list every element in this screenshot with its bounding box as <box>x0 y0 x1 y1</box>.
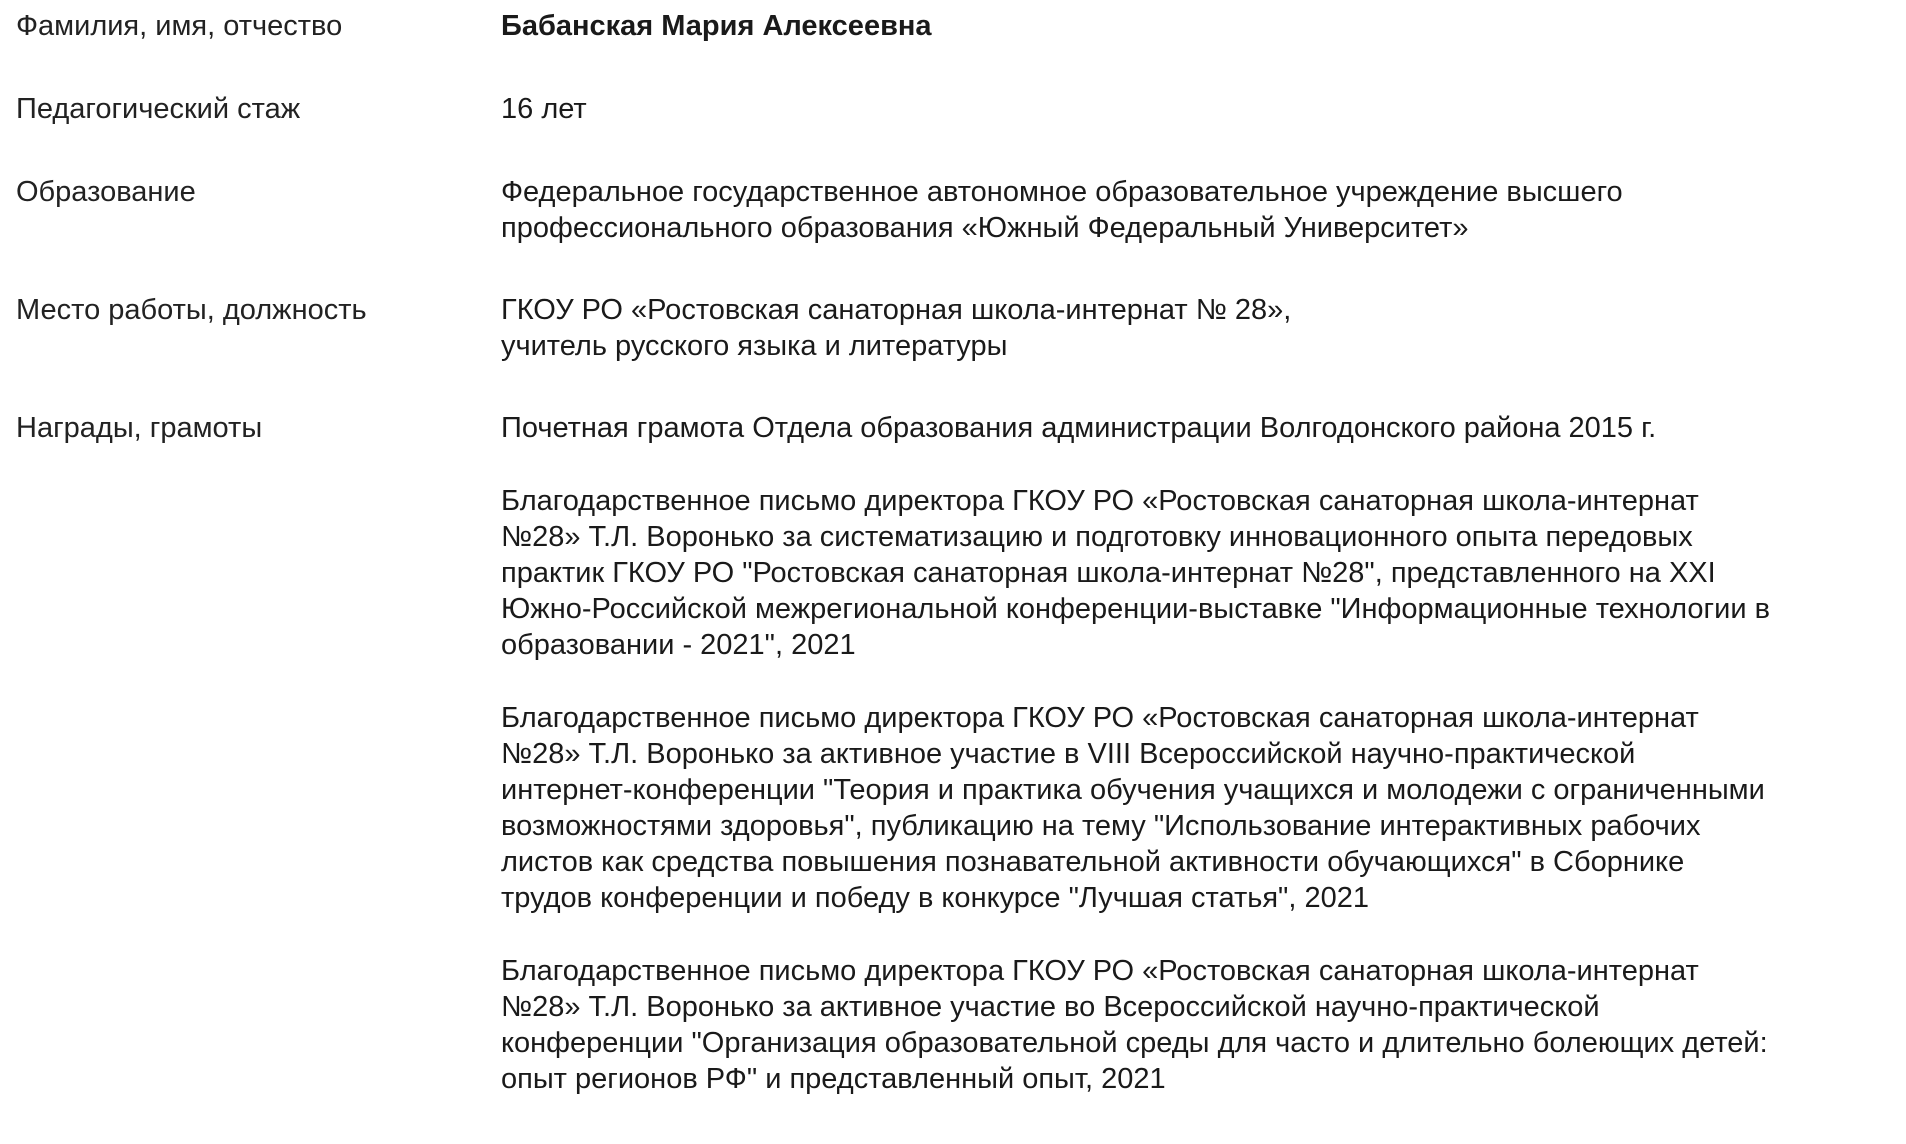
award-line: опыт регионов РФ" и представленный опыт, 2021 <box>501 1063 1166 1095</box>
award-line: трудов конференции и победу в конкурсе "Лучшая статья", 2021 <box>501 882 1369 914</box>
award-line: Почетная грамота Отдела образования администрации Волгодонского района 2015 г. <box>501 412 1657 444</box>
profile-row-work <box>0 292 1906 364</box>
teacher-profile <box>0 8 1906 1144</box>
award-line: Благодарственное письмо директора ГКОУ РО «Ростовская санаторная школа-интернат <box>501 955 1699 987</box>
awards-list <box>501 410 1896 1097</box>
name-label: Фамилия, имя, отчество <box>16 10 343 42</box>
award-line: №28» Т.Л. Воронько за систематизацию и подготовку инновационного опыта передовых <box>501 521 1693 553</box>
work-place-line: ГКОУ РО «Ростовская санаторная школа-интернат № 28», <box>501 294 1292 326</box>
experience-value: 16 лет <box>501 93 587 125</box>
award-item <box>501 483 1896 663</box>
award-item <box>501 410 1896 446</box>
award-line: №28» Т.Л. Воронько за активное участие во Всероссийской научно-практической <box>501 991 1600 1023</box>
award-line: Благодарственное письмо директора ГКОУ РО «Ростовская санаторная школа-интернат <box>501 485 1699 517</box>
award-line: Благодарственное письмо директора ГКОУ РО «Ростовская санаторная школа-интернат <box>501 702 1699 734</box>
education-value <box>501 174 1896 246</box>
education-line: Федеральное государственное автономное образовательное учреждение высшего <box>501 176 1623 208</box>
award-line: возможностями здоровья", публикацию на тему "Использование интерактивных рабочих <box>501 810 1701 842</box>
work-value <box>501 292 1896 364</box>
profile-row-awards <box>0 410 1906 1097</box>
award-line: образовании - 2021", 2021 <box>501 629 856 661</box>
work-label: Место работы, должность <box>16 294 367 326</box>
profile-row-name <box>0 8 1906 44</box>
award-line: Южно-Российской межрегиональной конференции-выставке "Информационные технологии в <box>501 593 1770 625</box>
education-line: профессионального образования «Южный Федеральный Университет» <box>501 212 1469 244</box>
award-line: №28» Т.Л. Воронько за активное участие в VIII Всероссийской научно-практической <box>501 738 1636 770</box>
awards-label: Награды, грамоты <box>16 412 263 444</box>
name-value: Бабанская Мария Алексеевна <box>501 10 932 42</box>
award-item <box>501 700 1896 916</box>
award-line: листов как средства повышения познавательной активности обучающихся" в Сборнике <box>501 846 1685 878</box>
award-line: интернет-конференции "Теория и практика обучения учащихся и молодежи с ограниченными <box>501 774 1765 806</box>
award-line: конференции "Организация образовательной среды для часто и длительно болеющих детей: <box>501 1027 1768 1059</box>
profile-row-experience <box>0 91 1906 127</box>
experience-label: Педагогический стаж <box>16 93 301 125</box>
award-line: практик ГКОУ РО "Ростовская санаторная школа-интернат №28", представленного на XXI <box>501 557 1716 589</box>
education-label: Образование <box>16 176 196 208</box>
award-item <box>501 953 1896 1097</box>
work-position-line: учитель русского языка и литературы <box>501 330 1008 362</box>
profile-row-education <box>0 174 1906 246</box>
